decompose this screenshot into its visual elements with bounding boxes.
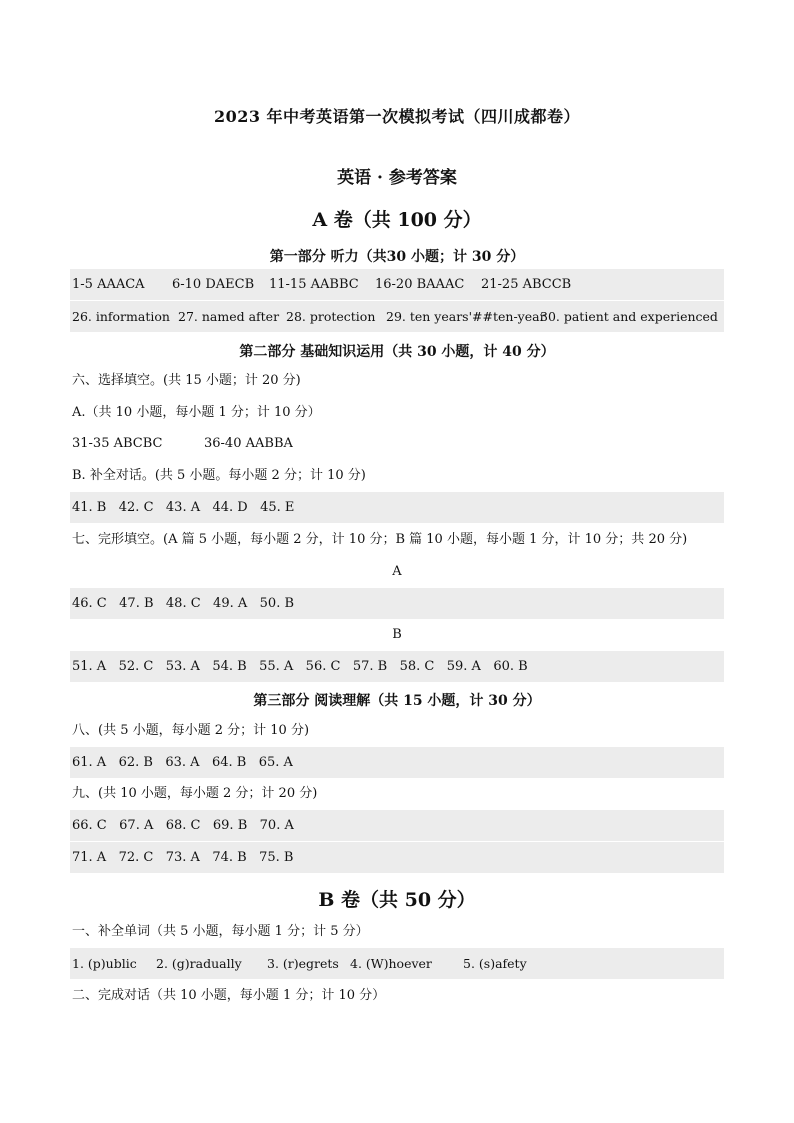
section-6b-answers: 41. B 42. C 43. A 44. D 45. E	[70, 492, 724, 523]
section-6b-heading: B. 补全对话。(共 5 小题。每小题 2 分；计 10 分)	[72, 468, 366, 483]
section-7a-label: A	[392, 564, 402, 579]
answer-item: 27. named after	[178, 309, 280, 324]
section-7a-answers: 46. C 47. B 48. C 49. A 50. B	[70, 588, 724, 619]
answer-group: 1-5 AAACA	[72, 277, 145, 292]
section-7a-row	[70, 556, 724, 587]
answer-item: 3. (r)egrets	[267, 956, 339, 971]
document-title: 2023 年中考英语第一次模拟考试（四川成都卷）	[213, 107, 581, 126]
section-7-heading: 七、完形填空。(A 篇 5 小题，每小题 2 分，计 10 分；B 篇 10 小题，每小题 1 分，计 10 分；共 20 分)	[72, 532, 688, 547]
answer-item: 26. information	[72, 309, 170, 324]
part3-heading: 第三部分 阅读理解（共 15 小题，计 30 分）	[253, 693, 541, 709]
section-8-answers: 61. A 62. B 63. A 64. B 65. A	[70, 747, 724, 778]
section-9-answers-1: 66. C 67. A 68. C 69. B 70. A	[70, 810, 724, 841]
part1-heading: 第一部分 听力（共30 小题；计 30 分）	[269, 249, 525, 265]
answer-group: 11-15 AABBC	[269, 277, 359, 292]
listening-answers-row-2	[70, 301, 724, 332]
section-6a-answers	[70, 428, 724, 459]
answer-item: 28. protection	[286, 309, 376, 324]
listening-answers-row-1	[70, 269, 724, 300]
section-7b-label: B	[392, 627, 402, 642]
part2-heading: 第二部分 基础知识运用（共 30 小题，计 40 分）	[239, 344, 555, 360]
answer-group: 16-20 BAAAC	[375, 277, 465, 292]
section-7b-answers: 51. A 52. C 53. A 54. B 55. A 56. C 57. B 58. C 59. A 60. B	[70, 651, 724, 682]
answer-group: 6-10 DAECB	[172, 277, 255, 292]
section-7b-row	[70, 619, 724, 650]
b-section-1-answers	[70, 948, 724, 979]
answer-group: 31-35 ABCBC	[72, 436, 163, 451]
volume-b-heading: B 卷（共 50 分）	[318, 889, 476, 911]
answer-item: 4. (W)hoever	[350, 956, 432, 971]
section-6-heading: 六、选择填空。(共 15 小题；计 20 分)	[72, 373, 301, 388]
answer-item: 5. (s)afety	[463, 956, 527, 971]
b-section-1-heading: 一、补全单词（共 5 小题，每小题 1 分；计 5 分）	[72, 924, 369, 939]
answer-item: 1. (p)ublic	[72, 956, 137, 971]
b-section-2-heading: 二、完成对话（共 10 小题，每小题 1 分；计 10 分）	[72, 988, 386, 1003]
answer-item: 29. ten years'##ten-year	[386, 309, 546, 324]
section-9-heading: 九、(共 10 小题，每小题 2 分；计 20 分)	[72, 786, 318, 801]
section-9-answers-2: 71. A 72. C 73. A 74. B 75. B	[70, 842, 724, 873]
volume-a-heading: A 卷（共 100 分）	[312, 209, 482, 231]
answer-group: 21-25 ABCCB	[481, 277, 572, 292]
section-8-heading: 八、(共 5 小题，每小题 2 分；计 10 分)	[72, 723, 310, 738]
section-6a-heading: A.（共 10 小题，每小题 1 分；计 10 分）	[72, 405, 321, 420]
answer-item: 30. patient and experienced	[540, 309, 718, 324]
answer-group: 36-40 AABBA	[204, 436, 293, 451]
answer-item: 2. (g)radually	[156, 956, 242, 971]
document-subtitle: 英语 · 参考答案	[337, 168, 457, 188]
